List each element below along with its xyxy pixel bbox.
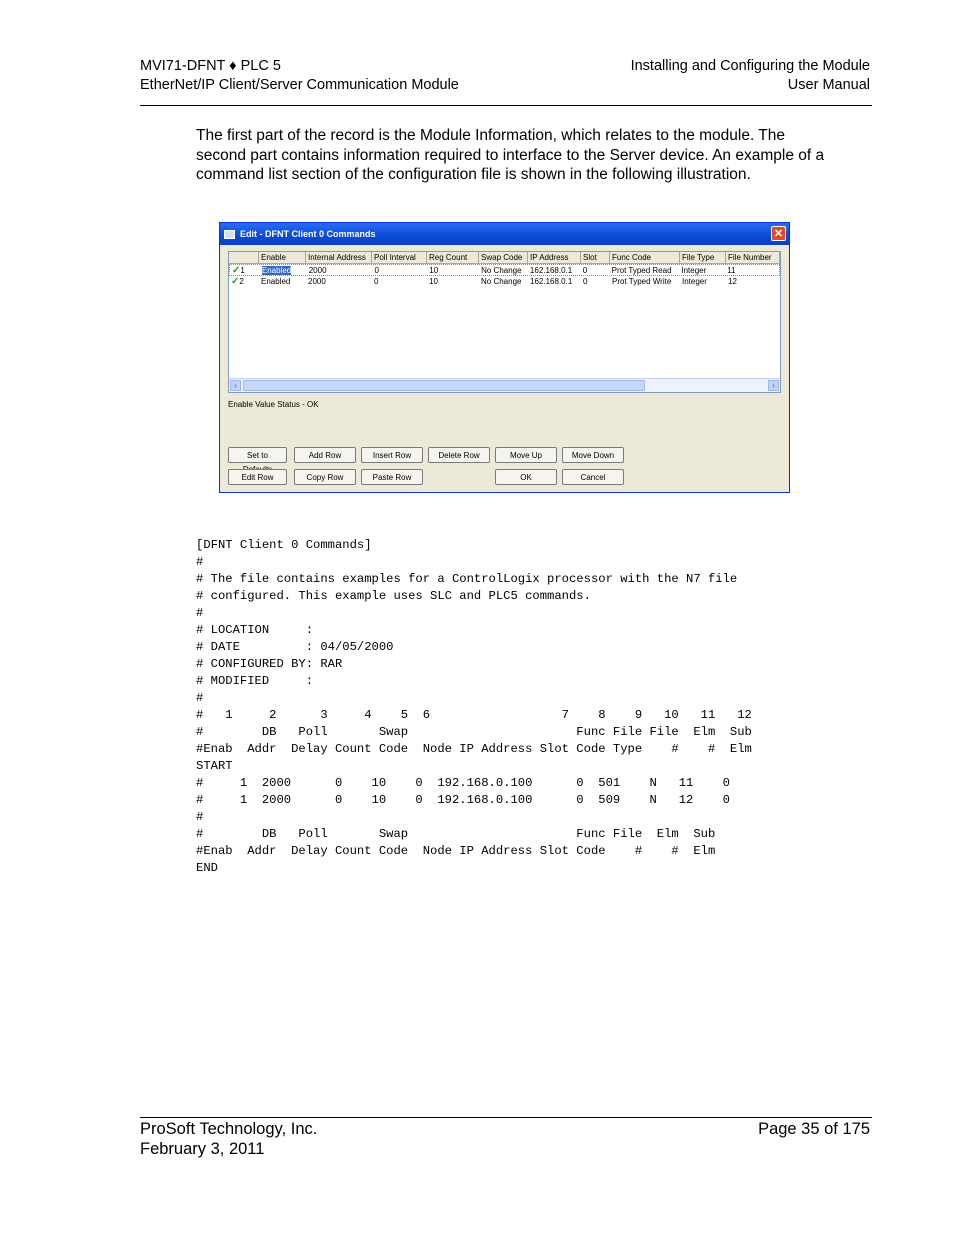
grid-cell[interactable]: No Change bbox=[481, 277, 522, 286]
footer-date: February 3, 2011 bbox=[140, 1140, 265, 1158]
grid-cell[interactable]: 2000 bbox=[308, 277, 326, 286]
row-number-cell: ✓1 bbox=[232, 265, 245, 275]
header-product: MVI71-DFNT ♦ PLC 5 bbox=[140, 58, 281, 74]
cancel-button[interactable]: Cancel bbox=[562, 469, 624, 485]
grid-cell[interactable]: 162.168.0.1 bbox=[529, 266, 573, 275]
grid-cell[interactable]: 10 bbox=[429, 277, 438, 286]
copy-row-button[interactable]: Copy Row bbox=[294, 469, 356, 485]
grid-cell[interactable]: 0 bbox=[374, 266, 379, 275]
header-left bbox=[140, 57, 459, 95]
scroll-left-icon[interactable]: ‹ bbox=[230, 380, 241, 391]
status-text: Enable Value Status - OK bbox=[228, 400, 319, 409]
checkmark-icon: ✓ bbox=[231, 276, 240, 287]
window-icon bbox=[224, 230, 235, 239]
grid-cell[interactable]: No Change bbox=[481, 266, 522, 275]
grid-cell[interactable]: Enabled bbox=[261, 266, 292, 275]
horizontal-scrollbar[interactable] bbox=[229, 378, 780, 392]
grid-cell[interactable]: 0 bbox=[583, 277, 588, 286]
grid-cell[interactable]: 0 bbox=[582, 266, 588, 275]
scrollbar-thumb[interactable] bbox=[243, 380, 645, 391]
delete-row-button[interactable]: Delete Row bbox=[428, 447, 490, 463]
grid-header-cell[interactable]: Slot bbox=[581, 252, 610, 264]
footer-divider bbox=[140, 1117, 872, 1118]
grid-cell[interactable]: Enabled bbox=[261, 277, 291, 286]
table-row[interactable] bbox=[229, 276, 780, 288]
command-editor-dialog bbox=[219, 222, 790, 493]
page-number: Page 35 of 175 bbox=[758, 1120, 870, 1138]
edit-row-button[interactable]: Edit Row bbox=[228, 469, 287, 485]
move-up-button[interactable]: Move Up bbox=[495, 447, 557, 463]
grid-header-cell[interactable]: File Number bbox=[726, 252, 780, 264]
grid-header-cell[interactable]: Reg Count bbox=[427, 252, 479, 264]
header-manual: User Manual bbox=[787, 77, 870, 93]
dialog-titlebar[interactable] bbox=[220, 223, 789, 245]
grid-header-cell bbox=[229, 252, 259, 264]
header-subtitle: EtherNet/IP Client/Server Communication Module bbox=[140, 77, 459, 93]
grid-cell[interactable]: Integer bbox=[681, 266, 707, 275]
grid-cell[interactable]: 11 bbox=[727, 266, 736, 275]
grid-header-cell[interactable]: Swap Code bbox=[479, 252, 528, 264]
footer-right bbox=[758, 1119, 870, 1139]
grid-cell[interactable]: 10 bbox=[429, 266, 439, 275]
grid-header-cell[interactable]: Poll Interval bbox=[372, 252, 427, 264]
footer-company: ProSoft Technology, Inc. bbox=[140, 1120, 318, 1138]
ok-button[interactable]: OK bbox=[495, 469, 557, 485]
grid-cell[interactable]: Prot Typed Read bbox=[611, 266, 672, 275]
move-down-button[interactable]: Move Down bbox=[562, 447, 624, 463]
grid-cell[interactable]: 0 bbox=[374, 277, 379, 286]
paste-row-button[interactable]: Paste Row bbox=[361, 469, 423, 485]
grid-header-cell[interactable]: Internal Address bbox=[306, 252, 372, 264]
checkmark-icon: ✓ bbox=[232, 265, 241, 275]
grid-header-cell[interactable]: IP Address bbox=[528, 252, 581, 264]
header-right bbox=[631, 57, 870, 95]
grid-header-cell[interactable]: Enable bbox=[259, 252, 306, 264]
footer-left bbox=[140, 1119, 317, 1159]
row-number-cell: ✓2 bbox=[231, 276, 244, 287]
grid-cell[interactable]: Integer bbox=[682, 277, 707, 286]
header-section: Installing and Configuring the Module bbox=[630, 58, 870, 74]
grid-header-cell[interactable]: Func Code bbox=[610, 252, 680, 264]
grid-cell[interactable]: 162.168.0.1 bbox=[530, 277, 573, 286]
grid-header-cell[interactable]: File Type bbox=[680, 252, 726, 264]
insert-row-button[interactable]: Insert Row bbox=[361, 447, 423, 463]
config-code-block: [DFNT Client 0 Commands] # # The file contains examples for a ControlLogix processor with the N7 file # configured. This example uses SLC and PLC5 commands. # # LOCATION : # DATE : 04/05/2000 # CONFIGURED BY: RAR # MODIFIED : # # 1 2 3 4 5 6 7 8 9 10 11 12 # DB Poll Swap Func File File Elm Sub #Enab Addr Delay Count Code Node IP Address Slot Code Type # # Elm START # 1 2000 0 10 0 192.168.0.100 0 501 N 11 0 # 1 2000 0 10 0 192.168.0.100 0 509 N 12 0 # # DB Poll Swap Func File Elm Sub #Enab Addr Delay Count Code Node IP Address Slot Code # # Elm END bbox=[196, 538, 752, 875]
grid-cell[interactable]: 12 bbox=[728, 277, 737, 286]
intro-paragraph: The first part of the record is the Module Information, which relates to the module. The second part contains information required to interface to the Server device. An example of a command list section of the configuration file is shown in the following illustration. bbox=[196, 127, 825, 184]
grid-cell[interactable]: 2000 bbox=[308, 266, 327, 275]
set-to-defaults-button[interactable]: Set to bbox=[228, 447, 287, 463]
add-row-button[interactable]: Add Row bbox=[294, 447, 356, 463]
grid-header-row bbox=[229, 252, 780, 264]
command-grid[interactable] bbox=[228, 251, 781, 393]
close-icon[interactable]: ✕ bbox=[771, 226, 786, 241]
grid-cell[interactable]: Prot Typed Write bbox=[612, 277, 672, 286]
dialog-title: Edit - DFNT Client 0 Commands bbox=[240, 229, 376, 239]
scroll-right-icon[interactable]: › bbox=[768, 380, 779, 391]
header-divider bbox=[140, 105, 872, 106]
table-row[interactable] bbox=[229, 264, 780, 276]
